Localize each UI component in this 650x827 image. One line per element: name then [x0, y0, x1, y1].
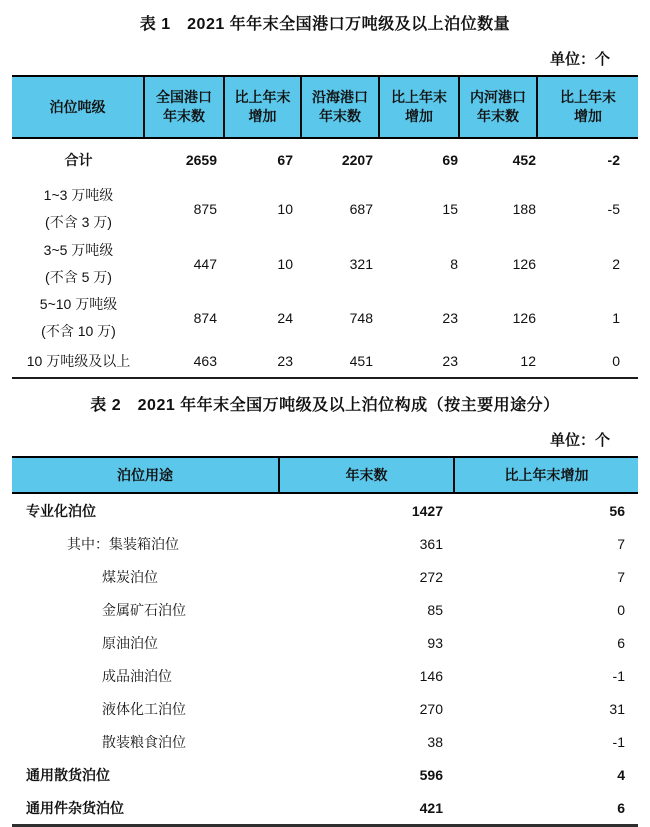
cell-value: 56: [609, 502, 625, 519]
table1: [12, 75, 638, 379]
cell-value: 85: [427, 601, 443, 618]
cell-value: 10: [277, 201, 293, 217]
row-label: 5~10 万吨级: [39, 296, 118, 312]
row-label: 通用件杂货泊位: [26, 799, 124, 816]
table1-row-3-5: [12, 237, 638, 291]
cell-value: 321: [349, 256, 373, 272]
cell-value: 6: [617, 634, 625, 651]
table2-row-general-cargo: [12, 791, 638, 824]
table1-header-coastal-change: 比上年末 增加: [380, 77, 460, 137]
cell-value: -5: [607, 201, 620, 217]
table2-header-berth-use: 泊位用途: [12, 458, 280, 492]
table2-row-coal: [12, 560, 638, 593]
table2-unit-label: 单位：个: [549, 432, 610, 449]
table1-header-national-yearend: 全国港口 年末数: [145, 77, 225, 137]
cell-value: 0: [612, 353, 620, 369]
cell-value: 6: [617, 799, 625, 816]
cell-value: 10: [277, 256, 293, 272]
table2-row-container: [12, 527, 638, 560]
table1-title: 表 1 2021 年年末全国港口万吨级及以上泊位数量: [139, 16, 511, 33]
row-label: 原油泊位: [102, 634, 158, 651]
table2-row-liquid-chemical: [12, 692, 638, 725]
table2-row-refined-oil: [12, 659, 638, 692]
table1-header-inland-yearend: 内河港口 年末数: [460, 77, 538, 137]
cell-value: 69: [442, 152, 458, 168]
cell-value: 24: [277, 310, 293, 326]
cell-value: -1: [612, 667, 625, 684]
table2-row-crude-oil: [12, 626, 638, 659]
table2-header-yearend: 年末数: [280, 458, 455, 492]
row-label: 通用散货泊位: [26, 766, 110, 783]
cell-value: 12: [520, 353, 536, 369]
table2: [12, 456, 638, 827]
cell-value: 463: [193, 353, 217, 369]
cell-value: 451: [349, 353, 373, 369]
table1-header-national-change: 比上年末 增加: [225, 77, 302, 137]
table1-unit-label: 单位：个: [549, 51, 610, 68]
cell-value: 38: [427, 733, 443, 750]
cell-value: 8: [450, 256, 458, 272]
table1-header-coastal-yearend: 沿海港口 年末数: [302, 77, 380, 137]
table2-title: 表 2 2021 年年末全国万吨级及以上泊位构成（按主要用途分）: [90, 397, 560, 414]
row-label: 专业化泊位: [26, 502, 96, 519]
cell-value: 23: [442, 310, 458, 326]
cell-value: 146: [419, 667, 443, 684]
row-label: 煤炭泊位: [102, 568, 158, 585]
cell-value: 687: [349, 201, 373, 217]
cell-value: 126: [512, 256, 536, 272]
cell-value: 875: [193, 201, 217, 217]
table1-body: [12, 139, 638, 379]
table1-row-total: [12, 139, 638, 181]
cell-value: 7: [617, 535, 625, 552]
table2-row-metal-ore: [12, 593, 638, 626]
cell-value: 447: [193, 256, 217, 272]
row-label: 散装粮食泊位: [102, 733, 186, 750]
row-label: 3~5 万吨级: [43, 242, 114, 258]
cell-value: 2659: [185, 152, 217, 168]
table2-row-specialized: [12, 494, 638, 527]
cell-value: 31: [609, 700, 625, 717]
cell-value: 0: [617, 601, 625, 618]
cell-value: 15: [442, 201, 458, 217]
cell-value: 2: [612, 256, 620, 272]
table1-header-row: [12, 75, 638, 139]
cell-value: 126: [512, 310, 536, 326]
table2-row-general-bulk: [12, 758, 638, 791]
table2-header-row: [12, 456, 638, 494]
cell-value: 188: [512, 201, 536, 217]
cell-value: 361: [419, 535, 443, 552]
cell-value: 67: [277, 152, 293, 168]
row-label: 金属矿石泊位: [102, 601, 186, 618]
cell-value: 23: [277, 353, 293, 369]
section-gap: [12, 379, 638, 391]
table2-row-bulk-grain: [12, 725, 638, 758]
cell-value: 421: [419, 799, 443, 816]
table1-header-berth-class: 泊位吨级: [12, 77, 145, 137]
cell-value: -2: [607, 152, 620, 168]
cell-value: 874: [193, 310, 217, 326]
table1-row-5-10: [12, 291, 638, 345]
cell-value: 596: [419, 766, 443, 783]
row-label: 成品油泊位: [102, 667, 172, 684]
row-label: 1~3 万吨级: [43, 187, 114, 203]
row-label: 液体化工泊位: [102, 700, 186, 717]
cell-value: 7: [617, 568, 625, 585]
cell-value: 270: [419, 700, 443, 717]
cell-value: -1: [612, 733, 625, 750]
table2-header-change: 比上年末增加: [504, 466, 589, 483]
cell-value: 272: [419, 568, 443, 585]
table2-body: [12, 494, 638, 827]
cell-value: 23: [442, 353, 458, 369]
table1-row-1-3: [12, 181, 638, 237]
table1-header-inland-change: 比上年末 增加: [560, 89, 616, 124]
row-label-note: (不含 10 万): [41, 323, 116, 339]
cell-value: 2207: [341, 152, 373, 168]
table1-row-10plus: [12, 345, 638, 377]
cell-value: 4: [617, 766, 625, 783]
cell-value: 93: [427, 634, 443, 651]
row-label-note: (不含 5 万): [45, 269, 112, 285]
row-label-note: (不含 3 万): [45, 214, 112, 230]
row-label: 合计: [64, 151, 93, 168]
cell-value: 1427: [411, 502, 443, 519]
row-label: 10 万吨级及以上: [26, 352, 131, 369]
cell-value: 748: [349, 310, 373, 326]
row-label: 其中：集装箱泊位: [67, 535, 179, 552]
cell-value: 452: [512, 152, 536, 168]
cell-value: 1: [612, 310, 620, 326]
